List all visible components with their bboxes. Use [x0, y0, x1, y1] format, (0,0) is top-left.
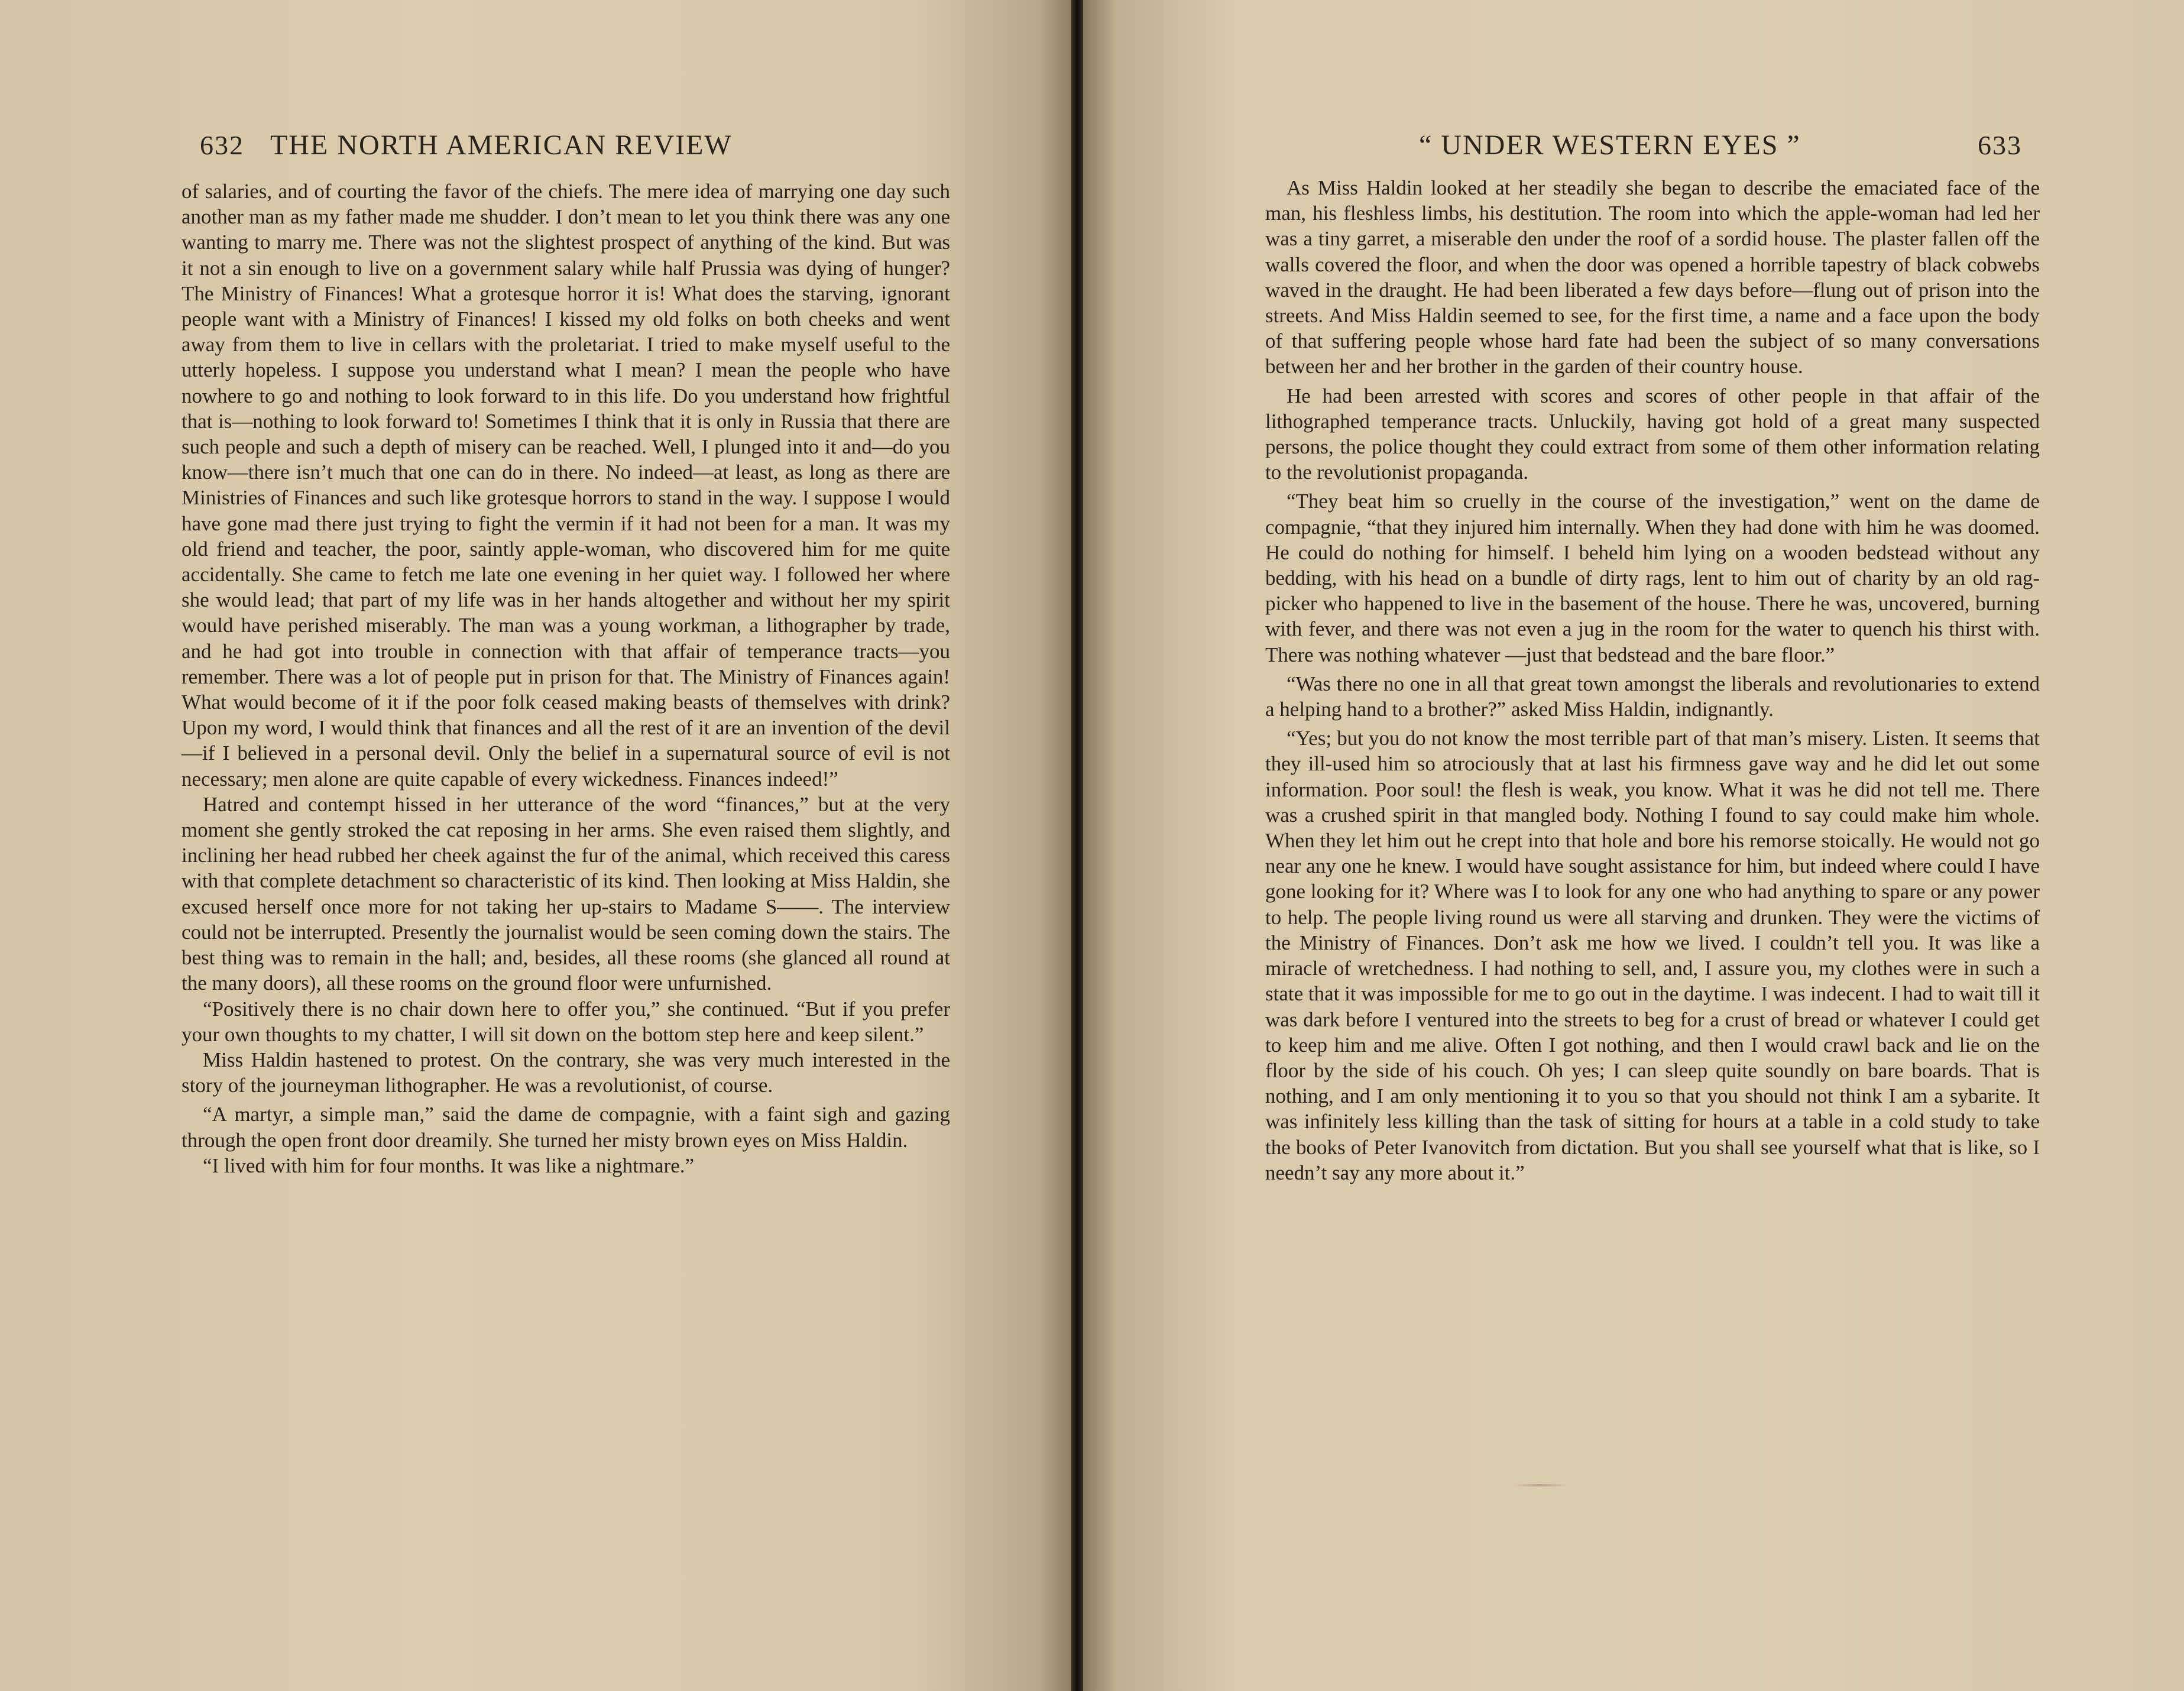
left-page-header: [200, 129, 963, 170]
paragraph: “Positively there is no chair down here to offer you,” she continued. “But if you prefer your own thoughts to my chatter, I will sit down on the bottom step here and keep silent.”: [182, 997, 950, 1046]
paragraph: “A martyr, a simple man,” said the dame de compagnie, with a faint sigh and gazing through the open front door dreamily. She turned her misty brown eyes on Miss Haldin.: [182, 1103, 950, 1152]
running-title: “ UNDER WESTERN EYES ”: [1419, 129, 1801, 161]
left-text-column: [182, 179, 950, 1178]
end-mark-smudge: [1514, 1484, 1567, 1486]
page-number: 632: [200, 130, 244, 160]
book-gutter: [1071, 0, 1083, 1691]
paragraph: of salaries, and of courting the favor of the chiefs. The mere idea of marrying one day such another man as my father made me shudder. I don’t mean to let you think there was any one wanting to marry me. There was not the slightest prospect of anything of the kind. But was it not a sin enough to live on a government salary while half Prussia was dying of hunger? The Ministry of Finances! What a grotesque horror it is! What does the starving, ignorant people want with a Ministry of Finances! I kissed my old folks on both cheeks and went away from them to live in cellars with the proletariat. I tried to make myself useful to the utterly hopeless. I suppose you understand what I mean? I mean the people who have nowhere to go and nothing to look forward to in this life. Do you understand how frightful that is—nothing to look forward to! Sometimes I think that it is only in Russia that there are such people and such a depth of misery can be reached. Well, I plunged into it and—do you know—there isn’t much that one can do in there. No indeed—at least, as long as there are Ministries of Finances and such like grotesque horrors to stand in the way. I suppose I would have gone mad there just trying to fight the vermin if it had not been for a man. It was my old friend and teacher, the poor, saintly apple-woman, who discovered him for me quite accidentally. She came to fetch me late one evening in her quiet way. I followed her where she would lead; that part of my life was in her hands altogether and without her my spirit would have perished miserably. The man was a young workman, a lithographer by trade, and he had got into trouble in connection with that affair of temperance tracts—you remember. There was a lot of people put in prison for that. The Ministry of Finances again! What would become of it if the poor folk ceased making beasts of themselves with drink? Upon my word, I would think that finances and all the rest of it are an invention of the devil—if I believed in a personal devil. Only the belief in a supernatural source of evil is not necessary; men alone are quite capable of every wickedness. Finances indeed!”: [182, 180, 950, 791]
paragraph: As Miss Haldin looked at her steadily she began to describe the emaciated face of the man, his fleshless limbs, his destitution. The room into which the apple-woman had led her was a tiny garret, a miserable den under the roof of a sordid house. The plaster fallen off the walls covered the floor, and when the door was opened a horrible tapestry of black cobwebs waved in the draught. He had been liberated a few days before—flung out of prison into the streets. And Miss Haldin seemed to see, for the first time, a name and a face upon the body of that suffering people whose hard fate had been the subject of so many conversations between her and her brother in the garden of their country house.: [1265, 176, 2040, 378]
paragraph: Miss Haldin hastened to protest. On the contrary, she was very much interested in the story of the journeyman lithographer. He was a revolutionist, of course.: [182, 1048, 950, 1097]
page-number: 633: [1978, 130, 2022, 160]
right-text-column: [1265, 175, 2040, 1185]
paragraph: “I lived with him for four months. It was like a nightmare.”: [203, 1154, 695, 1177]
running-title: THE NORTH AMERICAN REVIEW: [270, 129, 733, 161]
left-page: [0, 0, 1071, 1691]
paragraph: “Was there no one in all that great town amongst the liberals and revolutionaries to extend a helping hand to a brother?” asked Miss Haldin, indignantly.: [1265, 672, 2040, 721]
paragraph: “They beat him so cruelly in the course of the investigation,” went on the dame de compagnie, “that they injured him internally. When they had done with him he was doomed. He could do nothing for himself. I beheld him lying on a wooden bedstead without any bedding, with his head on a bundle of dirty rags, lent to him out of charity by an old rag-picker who happened to live in the basement of the house. There he was, uncovered, burning with fever, and there was not even a jug in the room for the water to quench his thirst with. There was nothing whatever —just that bedstead and the bare floor.”: [1265, 490, 2040, 666]
paragraph: “Yes; but you do not know the most terrible part of that man’s misery. Listen. It seems that they ill-used him so atrociously that at last his firmness gave way and he did let out some information. Poor soul! the flesh is weak, you know. What it was he did not tell me. There was a crushed spirit in that mangled body. Nothing I found to say could make him whole. When they let him out he crept into that hole and bore his remorse stoically. He would not go near any one he knew. I would have sought assistance for him, but indeed where could I have gone looking for it? Where was I to look for any one who had anything to spare or any power to help. The people living round us were all starving and drunken. They were the victims of the Ministry of Finances. Don’t ask me how we lived. I couldn’t tell you. It was like a miracle of wretchedness. I had nothing to sell, and, I assure you, my clothes were in such a state that it was impossible for me to go out in the daytime. I was indecent. I had to wait till it was dark before I ventured into the streets to beg for a crust of bread or whatever I could get to keep him and me alive. Often I got nothing, and then I would crawl back and lie on the floor by the side of his couch. Oh yes; I can sleep quite soundly on bare boards. That is nothing, and I am only mentioning it to you so that you should not think I am a sybarite. It was infinitely less killing than the task of sitting for hours at a table in a cold study to take the books of Peter Ivanovitch from dictation. But you shall see yourself what that is like, so I needn’t say any more about it.”: [1265, 727, 2040, 1184]
paragraph: Hatred and contempt hissed in her utterance of the word “finances,” but at the very moment she gently stroked the cat reposing in her arms. She even raised them slightly, and inclining her head rubbed her cheek against the fur of the animal, which received this caress with that complete detachment so characteristic of its kind. Then looking at Miss Haldin, she excused herself once more for not taking her up-stairs to Madame S——. The interview could not be interrupted. Presently the journalist would be seen coming down the stairs. The best thing was to remain in the hall; and, besides, all these rooms (she glanced all round at the many doors), all these rooms on the ground floor were unfurnished.: [182, 792, 950, 995]
right-page-header: [1419, 129, 2022, 170]
paragraph: He had been arrested with scores and scores of other people in that affair of the lithographed temperance tracts. Unluckily, having got hold of a great many suspected persons, the police thought they could extract from some of them other information relating to the revolutionist propaganda.: [1265, 384, 2040, 484]
